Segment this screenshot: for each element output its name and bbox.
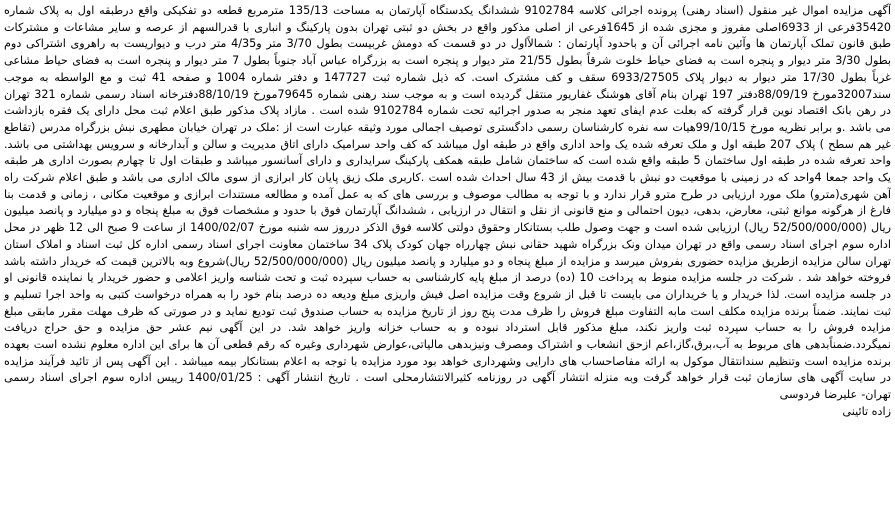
notice-signature: زاده تائینی — [842, 404, 891, 418]
notice-body-text: آگهی مزایده اموال غیر منقول (اسناد رهنی) پرونده اجرائی کلاسه 9102784 ششدانگ یکدستگاه آپارتمان به مساحت 135/13 مترمربع قطعه دو تفکیکی واقع درطبقه اول به پلاک شماره 35420فرعی از 6933اصلی مفروز و مجزی شده از 1645فرعی از اصلی مذکور واقع در بخش دو ثبتی تهران بدون پارکینگ و انباری با قدرالسهم از عرصه و سایر مشاعات و مشترکات طبق قانون تملک آپارتمان ها وآئین نامه اجرائی آن و باحدود آپارتمان : شمالاًاول در دو قسمت که دومش غربیست بطول 3/70 متر و4/35 متر درب و دیواریست به راهروی اشتراکی دوم بطول 3/30 متر دیوار و پنجره است به فضای حیاط خلوت شرقاً بطول 21/55 متر دیوار و پنجره است به بزرگراه عباس آباد جنوباً بطول 7 متر دیوار و پنجره است به فضای حیاط مشاعی غرباً بطول 17/30 متر دیوار به دیوار پلاک 6933/27505 سقف و کف مشترک است. که ذیل شماره ثبت 147727 و دفتر شماره 1004 و صفحه 41 ثبت و مع الواسطه به موجب سند32007مورخ 88/09/19دفتر 197 تهران بنام آقای هوشنگ غفاریور منتقل گردیده است و به موجب سند رهنی شماره 79645مورخ 88/10/19دفترخانه اسناد رسمی شماره 321 تهران در رهن بانک اقتصاد نوین قرار گرفته که بعلت عدم ایفای تعهد منجر به صدور اجرائیه تحت شماره 9102784 شده است . مازاد پلاک مذکور طبق اعلام ثبت محل دارای یک فقره بازداشت می باشد .و برابر نظریه مورخ 99/10/15هیات سه نفره کارشناسان رسمی دادگستری توصیف اجمالی مورد وثیقه عبارت است از :ملک در تهران خیابان مطهری نبش بزرگراه مدرس (تقاطع غیر هم سطح ) پلاک 207 طبقه اول و ملک تعرفه شده یک واحد اداری واقع در طبقه اول میباشد که کف واحد سرامیک دارای اتاق مدیریت و سالن و آبدارخانه و سرویس بهداشتی می باشد. واحد تعرفه شده در طبقه اول ساختمان 5 طبقه واقع شده است که ساختمان شامل طبقه همکف پارکینگ سرایداری و دارای آسانسور میباشد و طبقات اول تا چهارم بصورت اداری هر طبقه یک واحد جمعا 4واحد که در زمینی با موقعیت دو نبش با قدمت بیش از 43 سال احداث شده است .کاربری ملک زیق پایان کار ابرازی از سوی مالک اداری می باشد و طبق اعلام شرکت راه آهن شهری(مترو) ملک مورد ارزیابی در طرح مترو قرار ندارد و با توجه به مطالب موصوف و بررسی های که به عمل آمده و مطالعه مستندات ابرازی و موقعیت مکانی ، زمانی و قدمت بنا فارغ از هرگونه موانع ثبتی، معارض، بدهی، دیون احتمالی و منع قانونی از نقل و انتقال در ارزیابی ، ششدانگ آپارتمان فوق با حدود و مشخصات فوق به مبلغ پنجاه و دو میلیارد و پانصد میلیون ریال (52/500/000/000 ریال) ارزیابی شده است و جهت وصول طلب بستانکار وحقوق دولتی کلاسه فوق الذکر درروز سه شنبه مورخ 1400/02/07 از ساعت 9 صبح الی 12 ظهر در محل اداره سوم اجرای اسناد رسمی واقع در تهران میدان ونک بزرگراه شهید حقانی نبش چهارراه جهان کودک پلاک 34 ساختمان معاونت اجرای اسناد رسمی اداره کل ثبت اسناد و املاک استان تهران سالن مزایده ازطریق مزایده حضوری بفروش میرسد و مزایده از مبلغ پنجاه و دو میلیارد و پانصد میلیون ریال (52/500/000/000 ریال)شروع وبه بالاترین قیمت که خریدار داشته باشد فروخته خواهد شد . شرکت در جلسه مزایده منوط به پرداخت 10 (ده) درصد از مبلغ پایه کارشناسی به حساب سپرده ثبت و تحت شناسه واریز اعلامی و حضور خریدار یا نماینده قانونی او در جلسه مزایده است. لذا خریدار و یا خریداران می بایست تا قبل از شروع وقت مزایده اصل فیش واریزی مبلغ ودیعه ده درصد بنام خود را به همراه درخواست کتبی به واحد اجرا تسلیم و ثبت نمایند. ضمناً برنده مزایده مکلف است مابه التفاوت مبلغ فروش را ظرف مدت پنج روز از تاریخ مزایده به حساب صندوق ثبت تودیع نماید و در صورتی که ظرف مهلت مقرر مابقی مبلغ مزایده فروش را به حساب سپرده ثبت واریز نکند، مبلغ مذکور قابل استرداد نبوده و به حساب خزانه واریز خواهد شد. در این آگهی نیم عشر حق مزایده و حق حراج دریافت نمیگردد.ضمناًبدهی های مربوط به آب،برق،گاز،اعم ازحق انشعاب و اشتراک ومصرف ونیزبدهی مالیاتی،عوارض شهرداری وغیره که رقم قطعی آن ها برای این اداره معلوم نشده است بعهده برنده مزایده است وتنظیم سندانتقال موکول به ارائه مفاصاحساب های دارایی وشهرداری خواهد بود مورد مزایده با توجه به اعلام بستانکار بیمه میباشد . این آگهی پس از تائید فرآیند مزایده در سایت آگهی های سازمان ثبت قرار خواهد گرفت وبه منزله انتشار آگهی در روزنامه کثیرالانتشارمحلی است . تاریخ انتشار آگهی : 1400/01/25 رییس اداره سوم اجرای اسناد رسمی تهران- علیرضا فردوسی — [4, 4, 891, 402]
auction-notice — [4, 3, 891, 508]
